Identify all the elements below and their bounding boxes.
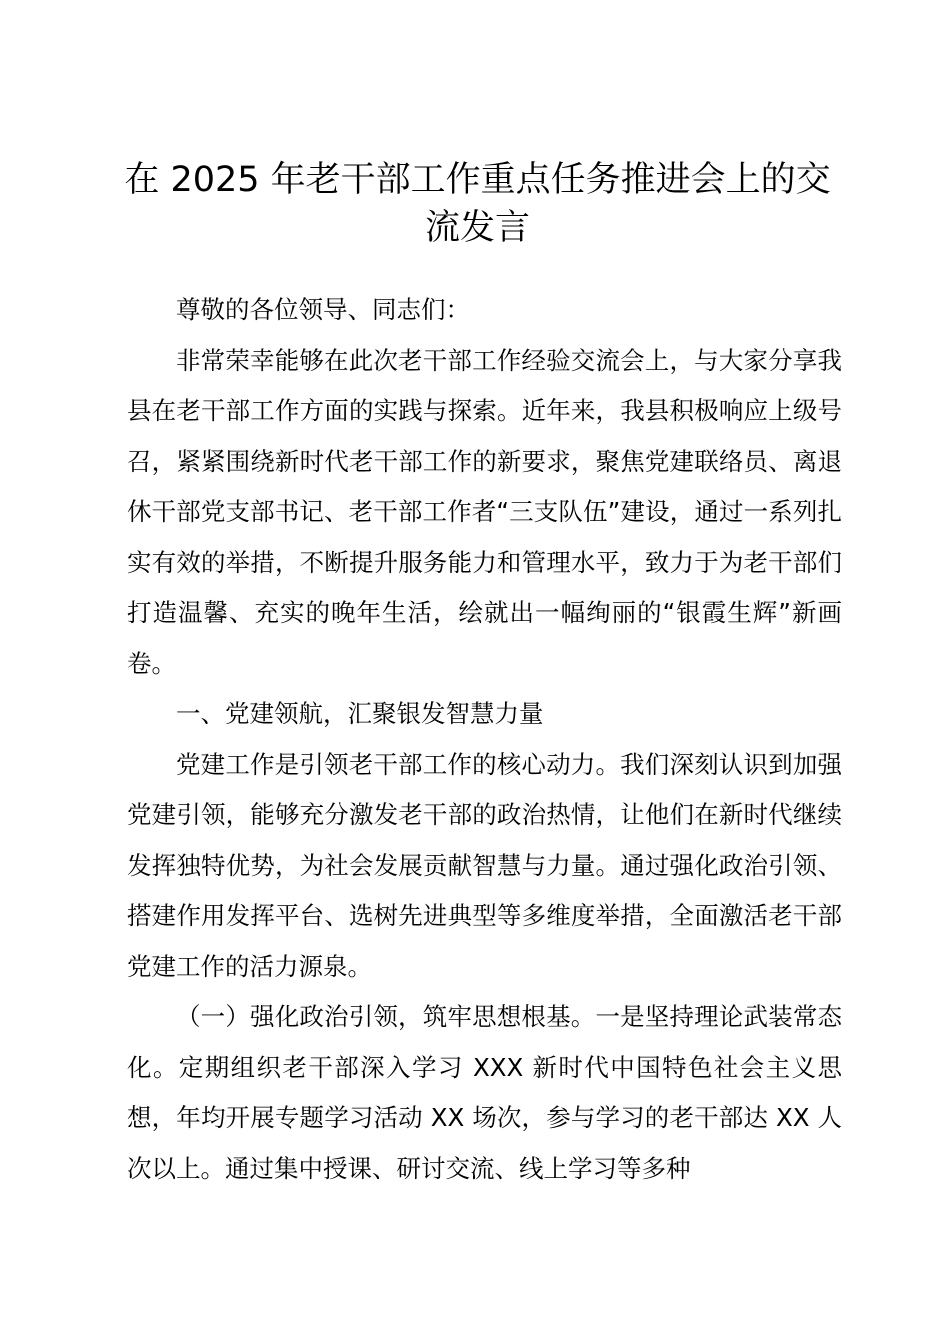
document-title: 在 2025 年老干部工作重点任务推进会上的交流发言 [124,160,831,248]
section-paragraph: 党建工作是引领老干部工作的核心动力。我们深刻认识到加强党建引领，能够充分激发老干部的政治热情，让他们在新时代继续发挥独特优势，为社会发展贡献智慧与力量。通过强化政治引领、搭建作用发挥平台、选树先进典型等多维度举措，全面激活老干部党建工作的活力源泉。 [127,749,842,981]
salutation: 尊敬的各位领导、同志们： [176,295,470,324]
document-body [127,285,842,1194]
intro-paragraph: 非常荣幸能够在此次老干部工作经验交流会上，与大家分享我县在老干部工作方面的实践与探索。近年来，我县积极响应上级号召，紧紧围绕新时代老干部工作的新要求，聚焦党建联络员、离退休干部党支部书记、老干部工作者“三支队伍”建设，通过一系列扎实有效的举措，不断提升服务能力和管理水平，致力于为老干部们打造温馨、充实的晚年生活，绘就出一幅绚丽的“银霞生辉”新画卷。 [127,345,842,678]
subsection-paragraph: （一）强化政治引领，筑牢思想根基。一是坚持理论武装常态化。定期组织老干部深入学习 XXX 新时代中国特色社会主义思想，年均开展专题学习活动 XX 场次，参与学习的老干部达 XX 人次以上。通过集中授课、研讨交流、线上学习等多种 [127,1002,842,1183]
section-heading: 一、党建领航，汇聚银发智慧力量 [176,699,544,728]
